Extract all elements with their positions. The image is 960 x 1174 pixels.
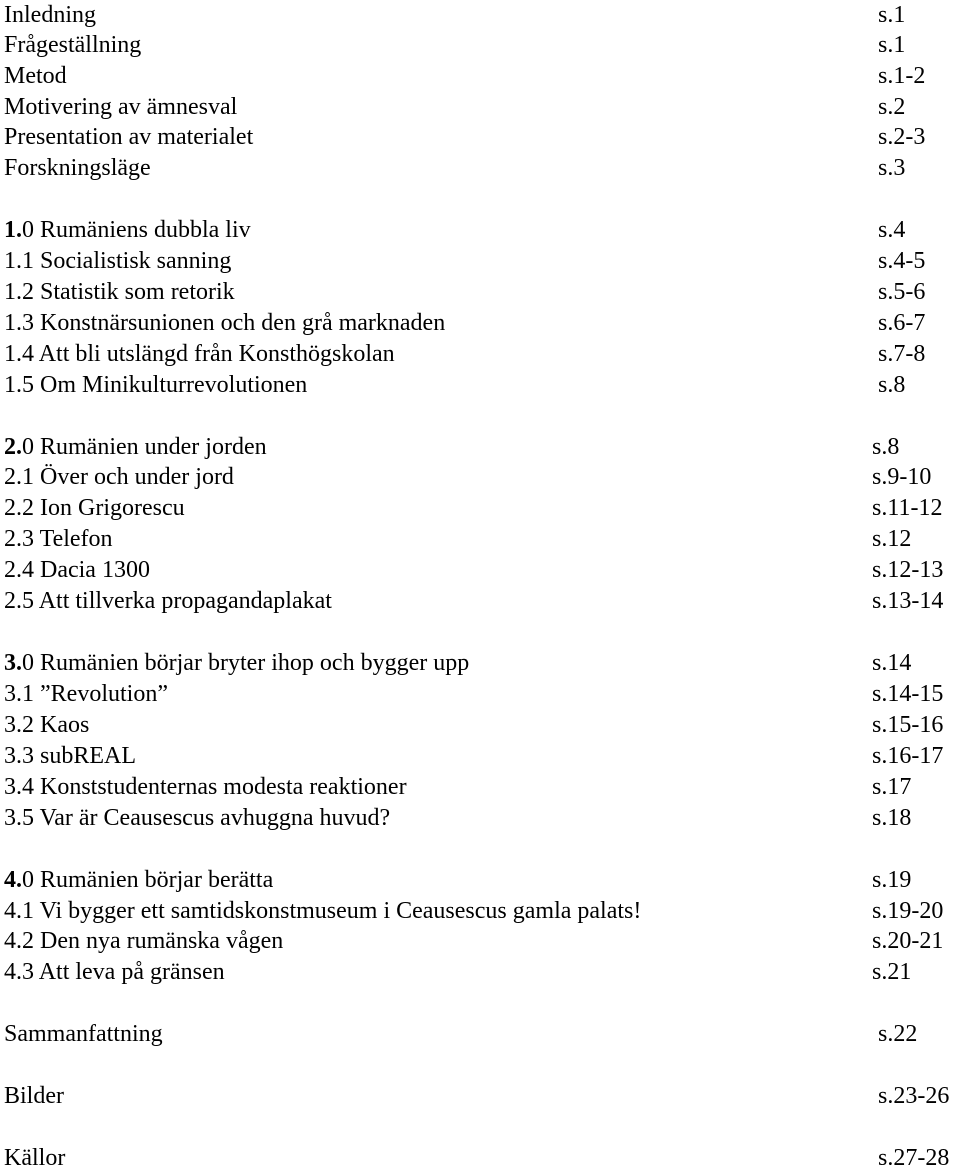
toc-entry-number: 2.0: [4, 434, 40, 460]
toc-entry-page: s.12-13: [872, 557, 944, 583]
toc-entry-title: [4, 277, 235, 308]
toc-entry-number: 2.1: [4, 464, 40, 490]
toc-entry-number: 3.1: [4, 681, 40, 707]
toc-entry-label: Var är Ceausescus avhuggna huvud?: [39, 805, 391, 831]
toc-entry-title: [4, 679, 168, 710]
toc-entry-label: Metod: [4, 63, 67, 89]
toc-entry-title: [4, 215, 251, 246]
toc-entry-title: [4, 865, 273, 896]
toc-entry: [4, 308, 960, 339]
toc-entry: [4, 710, 960, 741]
toc-entry-title: [4, 1019, 163, 1050]
toc-entry-page: s.14-15: [872, 681, 944, 707]
toc-entry-title: [4, 1143, 65, 1174]
toc-entry-number: 3.0: [4, 650, 40, 676]
toc-entry-title: [4, 370, 307, 401]
toc-entry-label: Motivering av ämnesval: [4, 94, 238, 120]
toc-entry-number: 3.5: [4, 805, 40, 831]
toc-entry: [4, 493, 960, 524]
toc-entry-title: [4, 1081, 64, 1112]
toc-entry-title: [4, 339, 395, 370]
toc-entry-page: s.8: [872, 434, 900, 460]
toc-entry-label: Kaos: [40, 712, 90, 738]
toc-entry: [4, 277, 960, 308]
toc-entry-page: s.22: [878, 1021, 918, 1047]
toc-entry-page: s.18: [872, 805, 912, 831]
toc-entry-number: 4.3: [4, 959, 39, 985]
toc-entry: [4, 648, 960, 679]
toc-entry-title: [4, 896, 641, 927]
toc-entry-label: Den nya rumänska vågen: [40, 928, 284, 954]
toc-entry-number: 1.0: [4, 217, 40, 243]
toc-entry-label: Rumänien börjar bryter ihop och bygger upp: [40, 650, 470, 676]
toc-entry-page: s.16-17: [872, 743, 944, 769]
toc-entry-title: [4, 153, 151, 184]
toc-entry-page: s.2-3: [878, 124, 926, 150]
toc-entry: [4, 803, 960, 834]
toc-entry-label: Konststudenternas modesta reaktioner: [40, 774, 407, 800]
toc-entry-title: [4, 61, 67, 92]
toc-entry-number: 1.4: [4, 341, 39, 367]
toc-entry-page: s.1-2: [878, 63, 926, 89]
toc-entry-number: 1.1: [4, 248, 40, 274]
toc-entry: [4, 555, 960, 586]
toc-entry-page: s.4-5: [878, 248, 926, 274]
toc-entry-page: s.14: [872, 650, 912, 676]
toc-entry-page: s.2: [878, 94, 906, 120]
toc-entry-page: s.5-6: [878, 279, 926, 305]
toc-entry: [4, 0, 960, 31]
toc-entry: [4, 957, 960, 988]
toc-entry-title: [4, 308, 445, 339]
toc-entry-title: [4, 92, 237, 123]
toc-entry-number: 1.3: [4, 310, 40, 336]
toc-entry-number: 2.4: [4, 557, 40, 583]
toc-entry-label: Sammanfattning: [4, 1021, 163, 1047]
toc-entry-page: s.9-10: [872, 464, 932, 490]
toc-entry-label: Statistik som retorik: [40, 279, 235, 305]
toc-entry-number: 1.5: [4, 372, 40, 398]
toc-entry-label: ”Revolution”: [40, 681, 168, 707]
toc-entry-label: subREAL: [40, 743, 136, 769]
toc-entry-title: [4, 122, 253, 153]
toc-entry-page: s.3: [878, 155, 906, 181]
toc-entry-label: Frågeställning: [4, 32, 142, 58]
toc-entry-number: 4.2: [4, 928, 40, 954]
toc-entry-page: s.6-7: [878, 310, 926, 336]
toc-entry-page: s.1: [878, 2, 906, 28]
toc-entry-title: [4, 926, 283, 957]
toc-entry-title: [4, 246, 231, 277]
toc-entry: [4, 1081, 960, 1112]
toc-entry-page: s.15-16: [872, 712, 944, 738]
toc-entry-title: [4, 710, 89, 741]
toc-entry-number: 2.3: [4, 526, 40, 552]
toc-entry-title: [4, 555, 150, 586]
toc-entry-page: s.21: [872, 959, 912, 985]
toc-entry-page: s.13-14: [872, 588, 944, 614]
toc-entry-label: Rumäniens dubbla liv: [40, 217, 251, 243]
toc-entry-label: Rumänien börjar berätta: [40, 867, 274, 893]
toc-entry-label: Dacia 1300: [40, 557, 150, 583]
toc-entry: [4, 524, 960, 555]
toc-entry-label: Inledning: [4, 2, 96, 28]
toc-entry-page: s.8: [878, 372, 906, 398]
toc-entry-title: [4, 803, 390, 834]
toc-entry-page: s.27-28: [878, 1145, 950, 1171]
toc-entry-label: Att leva på gränsen: [38, 959, 225, 985]
toc-entry-number: 3.4: [4, 774, 40, 800]
toc-entry-number: 4.1: [4, 898, 40, 924]
toc-entry-title: [4, 586, 332, 617]
toc-entry-number: 3.3: [4, 743, 40, 769]
toc-entry-label: Om Minikulturrevolutionen: [40, 372, 308, 398]
toc-entry-label: Att tillverka propagandaplakat: [38, 588, 332, 614]
toc-entry-title: [4, 432, 267, 463]
toc-entry-page: s.7-8: [878, 341, 926, 367]
toc-entry-page: s.4: [878, 217, 906, 243]
toc-entry-page: s.20-21: [872, 928, 944, 954]
toc-entry: [4, 153, 960, 184]
toc-entry: [4, 679, 960, 710]
toc-entry-page: s.1: [878, 32, 906, 58]
toc-entry-number: 3.2: [4, 712, 40, 738]
toc-entry-label: Rumänien under jorden: [40, 434, 267, 460]
toc-entry-label: Över och under jord: [40, 464, 234, 490]
toc-entry: [4, 462, 960, 493]
toc-entry: [4, 370, 960, 401]
toc-entry: [4, 432, 960, 463]
toc-entry: [4, 30, 960, 61]
toc-entry: [4, 246, 960, 277]
toc-entry-label: Vi bygger ett samtidskonstmuseum i Ceausescus gamla palats!: [39, 898, 642, 924]
toc-entry-label: Socialistisk sanning: [40, 248, 232, 274]
toc-entry: [4, 741, 960, 772]
toc-entry-title: [4, 524, 113, 555]
toc-entry-label: Ion Grigorescu: [40, 495, 185, 521]
toc-entry-number: 1.2: [4, 279, 40, 305]
toc-entry-title: [4, 957, 225, 988]
toc-entry-label: Att bli utslängd från Konsthögskolan: [38, 341, 395, 367]
toc-entry: [4, 339, 960, 370]
toc-entry: [4, 215, 960, 246]
toc-entry-title: [4, 462, 234, 493]
toc-entry: [4, 586, 960, 617]
toc-entry-title: [4, 741, 136, 772]
toc-entry-page: s.11-12: [872, 495, 943, 521]
toc-entry-label: Telefon: [39, 526, 113, 552]
toc-entry-number: 2.2: [4, 495, 40, 521]
toc-entry-title: [4, 0, 96, 31]
toc-entry-label: Källor: [4, 1145, 66, 1171]
toc-entry: [4, 926, 960, 957]
toc-entry: [4, 122, 960, 153]
toc-entry-number: 2.5: [4, 588, 39, 614]
toc-entry-title: [4, 493, 185, 524]
toc-entry: [4, 896, 960, 927]
toc-entry-label: Forskningsläge: [4, 155, 151, 181]
toc-entry-title: [4, 30, 141, 61]
toc-entry-title: [4, 772, 407, 803]
toc-entry-label: Konstnärsunionen och den grå marknaden: [40, 310, 446, 336]
toc-entry: [4, 1019, 960, 1050]
toc-entry: [4, 92, 960, 123]
toc-entry-title: [4, 648, 469, 679]
toc-entry: [4, 865, 960, 896]
toc-entry-label: Presentation av materialet: [4, 124, 254, 150]
toc-entry: [4, 61, 960, 92]
toc-entry: [4, 772, 960, 803]
toc-entry-number: 4.0: [4, 867, 40, 893]
toc-entry-page: s.19-20: [872, 898, 944, 924]
toc-entry-page: s.12: [872, 526, 912, 552]
toc-entry: [4, 1143, 960, 1174]
toc-entry-label: Bilder: [4, 1083, 64, 1109]
toc-entry-page: s.17: [872, 774, 912, 800]
toc-entry-page: s.23-26: [878, 1083, 950, 1109]
toc-entry-page: s.19: [872, 867, 912, 893]
